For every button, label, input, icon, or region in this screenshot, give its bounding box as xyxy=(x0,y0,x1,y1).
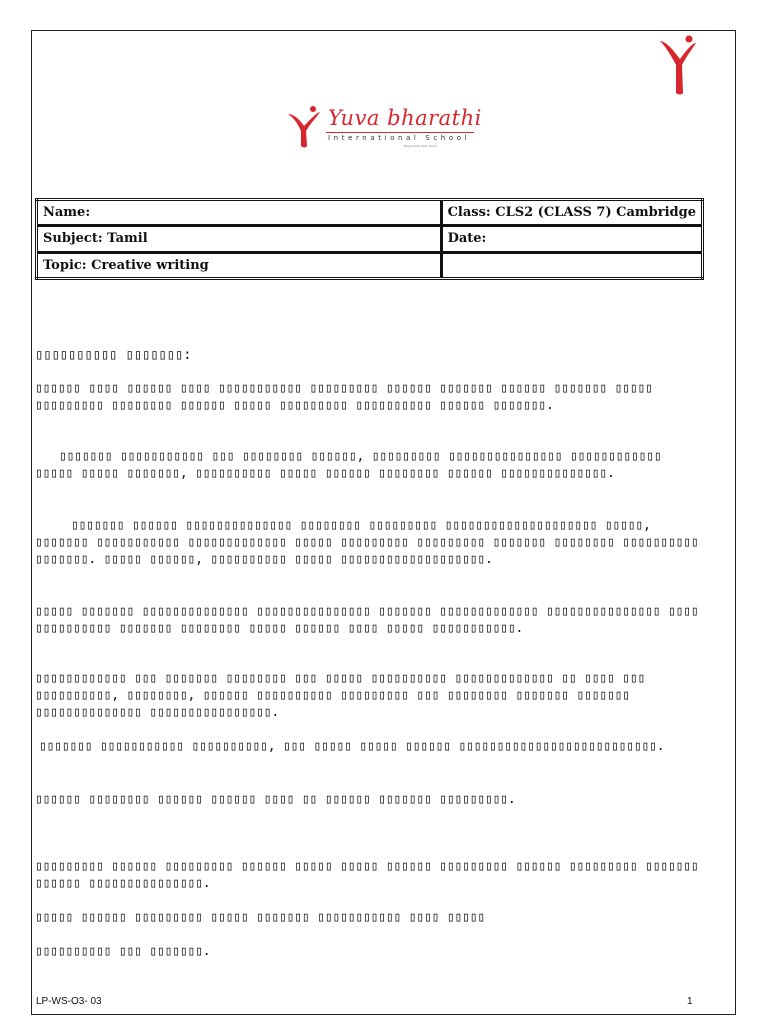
brand-divider xyxy=(326,132,474,133)
name-cell[interactable]: Name: xyxy=(37,200,442,226)
paragraph: ▯▯▯▯▯▯▯ ▯▯▯▯▯▯▯▯▯▯▯ ▯▯▯▯▯▯▯▯▯▯, ▯▯▯ ▯▯▯▯▯ ▯▯▯▯▯ ▯▯▯▯▯▯ ▯▯▯▯▯▯▯▯▯▯▯▯▯▯▯▯▯▯▯▯▯▯▯▯▯▯. xyxy=(39,739,665,754)
paragraph: ▯▯▯▯▯ ▯▯▯▯▯▯▯ ▯▯▯▯▯▯▯▯▯▯▯▯▯▯ ▯▯▯▯▯▯▯▯▯▯▯▯▯▯▯ ▯▯▯▯▯▯▯ ▯▯▯▯▯▯▯▯▯▯▯▯▯ ▯▯▯▯▯▯▯▯▯▯▯▯▯▯▯ ▯▯▯▯ ▯▯▯▯▯▯▯▯▯▯ ▯▯▯▯▯▯▯ ▯▯▯▯▯▯▯▯ ▯▯▯▯▯ ▯▯▯▯▯▯ ▯▯▯▯ ▯▯▯▯▯ ▯▯▯▯▯▯▯▯▯▯▯. xyxy=(35,604,699,636)
school-logo-mark-icon xyxy=(656,35,700,97)
school-tagline: Nagamalai Main Road xyxy=(404,144,437,148)
subject-cell: Subject: Tamil xyxy=(37,226,442,252)
section-heading: ▯▯▯▯▯▯▯▯▯▯ ▯▯▯▯▯▯▯: xyxy=(35,347,192,363)
paragraph: ▯▯▯▯▯▯ ▯▯▯▯ ▯▯▯▯▯▯ ▯▯▯▯ ▯▯▯▯▯▯▯▯▯▯▯ ▯▯▯▯▯▯▯▯▯ ▯▯▯▯▯▯ ▯▯▯▯▯▯▯ ▯▯▯▯▯▯ ▯▯▯▯▯▯▯ ▯▯▯▯▯ ▯▯▯▯▯▯▯▯▯ ▯▯▯▯▯▯▯▯ ▯▯▯▯▯▯ ▯▯▯▯▯ ▯▯▯▯▯▯▯▯▯ ▯▯▯▯▯▯▯▯▯▯ ▯▯▯▯▯▯ ▯▯▯▯▯▯▯. xyxy=(35,381,653,413)
brand-y-icon xyxy=(286,104,326,150)
student-info-table xyxy=(35,198,704,280)
date-cell[interactable]: Date: xyxy=(441,226,702,252)
empty-cell[interactable] xyxy=(441,252,702,278)
page-number: 1 xyxy=(687,996,693,1007)
table-row xyxy=(37,226,703,252)
paragraph: ▯▯▯▯▯ ▯▯▯▯▯▯ ▯▯▯▯▯▯▯▯▯ ▯▯▯▯▯ ▯▯▯▯▯▯▯ ▯▯▯▯▯▯▯▯▯▯▯ ▯▯▯▯ ▯▯▯▯▯ xyxy=(35,910,485,925)
table-row xyxy=(37,200,703,226)
document-code: LP-WS-O3- 03 xyxy=(36,996,102,1007)
topic-cell: Topic: Creative writing xyxy=(37,252,442,278)
paragraph: ▯▯▯▯▯▯▯▯▯▯ ▯▯▯ ▯▯▯▯▯▯▯. xyxy=(35,944,211,959)
class-cell: Class: CLS2 (CLASS 7) Cambridge xyxy=(441,200,702,226)
paragraph: ▯▯▯▯▯▯▯▯▯ ▯▯▯▯▯▯ ▯▯▯▯▯▯▯▯▯ ▯▯▯▯▯▯ ▯▯▯▯▯ ▯▯▯▯▯ ▯▯▯▯▯▯ ▯▯▯▯▯▯▯▯▯ ▯▯▯▯▯▯ ▯▯▯▯▯▯▯▯▯ ▯▯▯▯▯▯▯ ▯▯▯▯▯▯ ▯▯▯▯▯▯▯▯▯▯▯▯▯▯▯. xyxy=(35,859,699,891)
paragraph: ▯▯▯▯▯▯ ▯▯▯▯▯▯▯▯ ▯▯▯▯▯▯ ▯▯▯▯▯▯ ▯▯▯▯ ▯▯ ▯▯▯▯▯▯ ▯▯▯▯▯▯▯ ▯▯▯▯▯▯▯▯▯. xyxy=(35,792,516,807)
school-logo xyxy=(286,104,486,152)
paragraph: ▯▯▯▯▯▯▯ ▯▯▯▯▯▯▯▯▯▯▯ ▯▯▯ ▯▯▯▯▯▯▯▯ ▯▯▯▯▯▯, ▯▯▯▯▯▯▯▯▯ ▯▯▯▯▯▯▯▯▯▯▯▯▯▯▯ ▯▯▯▯▯▯▯▯▯▯▯▯ ▯▯▯▯▯ ▯▯▯▯▯ ▯▯▯▯▯▯▯, ▯▯▯▯▯▯▯▯▯▯ ▯▯▯▯▯ ▯▯▯▯▯▯ ▯▯▯▯▯▯▯▯ ▯▯▯▯▯▯ ▯▯▯▯▯▯▯▯▯▯▯▯▯▯. xyxy=(35,449,662,481)
school-subtitle: International School xyxy=(328,134,471,142)
school-name: Yuva bharathi xyxy=(328,106,482,130)
paragraph: ▯▯▯▯▯▯▯ ▯▯▯▯▯▯ ▯▯▯▯▯▯▯▯▯▯▯▯▯▯ ▯▯▯▯▯▯▯▯ ▯▯▯▯▯▯▯▯▯ ▯▯▯▯▯▯▯▯▯▯▯▯▯▯▯▯▯▯▯▯ ▯▯▯▯▯, ▯▯▯▯▯▯▯ ▯▯▯▯▯▯▯▯▯▯▯ ▯▯▯▯▯▯▯▯▯▯▯▯▯ ▯▯▯▯▯ ▯▯▯▯▯▯▯▯▯ ▯▯▯▯▯▯▯▯▯ ▯▯▯▯▯▯▯ ▯▯▯▯▯▯▯▯ ▯▯▯▯▯▯▯▯▯▯ ▯▯▯▯▯▯▯. ▯▯▯▯▯ ▯▯▯▯▯▯, ▯▯▯▯▯▯▯▯▯▯ ▯▯▯▯▯ ▯▯▯▯▯▯▯▯▯▯▯▯▯▯▯▯▯▯▯. xyxy=(35,518,699,567)
table-row xyxy=(37,252,703,278)
paragraph: ▯▯▯▯▯▯▯▯▯▯▯▯ ▯▯▯ ▯▯▯▯▯▯▯ ▯▯▯▯▯▯▯▯ ▯▯▯ ▯▯▯▯▯ ▯▯▯▯▯▯▯▯▯▯ ▯▯▯▯▯▯▯▯▯▯▯▯▯ ▯▯ ▯▯▯▯ ▯▯▯ ▯▯▯▯▯▯▯▯▯▯, ▯▯▯▯▯▯▯▯, ▯▯▯▯▯▯ ▯▯▯▯▯▯▯▯▯▯ ▯▯▯▯▯▯▯▯▯ ▯▯▯ ▯▯▯▯▯▯▯▯ ▯▯▯▯▯▯▯ ▯▯▯▯▯▯▯ ▯▯▯▯▯▯▯▯▯▯▯▯▯▯ ▯▯▯▯▯▯▯▯▯▯▯▯▯▯▯▯. xyxy=(35,671,646,720)
